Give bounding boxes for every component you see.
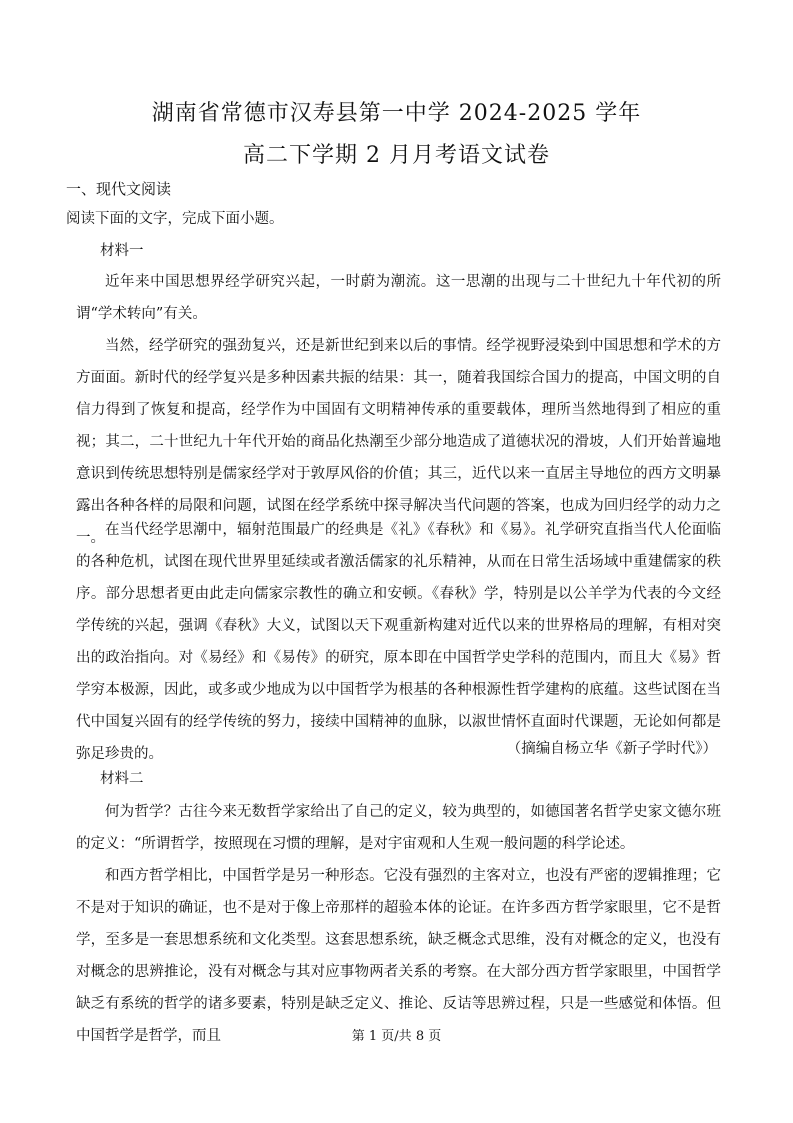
section-heading: 一、现代文阅读: [66, 180, 172, 198]
material2-label: 材料二: [100, 771, 144, 787]
material2-paragraph: 何为哲学？古往今来无数哲学家给出了自己的定义，较为典型的，如德国著名哲学史家文德尔班的定义：“所谓哲学，按照现在习惯的理解，是对宇宙观和人生观一般问题的科学论述。: [76, 804, 721, 852]
material2-paragraph: 和西方哲学相比，中国哲学是另一种形态。它没有强烈的主客对立，也没有严密的逻辑推理；它不是对于知识的确证，也不是对于像上帝那样的超验本体的论证。在许多西方哲学家眼里，它不是哲学，至多是一套思想系统和文化类型。这套思想系统，缺乏概念式思维，没有对概念的定义，也没有对概念的思辨推论，没有对概念与其对应事物两者关系的考察。在大部分西方哲学家眼里，中国哲学缺乏有系统的哲学的诸多要素，特别是缺乏定义、推论、反诘等思辨过程，只是一些感觉和体悟。但中国哲学是哲学，而且: [76, 868, 721, 1044]
reading-instruction: 阅读下面的文字，完成下面小题。: [66, 211, 284, 227]
material1-paragraph: 在当代经学思潮中，辐射范围最广的经典是《礼》《春秋》和《易》。礼学研究直指当代人伦面临的各种危机，试图在现代世界里延续或者激活儒家的礼乐精神，从而在日常生活场域中重建儒家的秩序。部分思想者更由此走向儒家宗教性的确立和安顿。《春秋》学，特别是以公羊学为代表的今文经学传统的兴起，强调《春秋》大义，试图以天下观重新构建对近代以来的世界格局的理解，有相对突出的政治指向。对《易经》和《易传》的研究，原本即在中国哲学史学科的范围内，而且大《易》哲学穷本极源，因此，或多或少地成为以中国哲学为根基的各种根源性哲学建构的底蕴。这些试图在当代中国复兴固有的经学传统的努力，接续中国精神的血脉，以淑世情怀直面时代课题，无论如何都是弥足珍贵的。: [76, 522, 721, 762]
document-title-line1: 湖南省常德市汉寿县第一中学 2024-2025 学年: [151, 101, 642, 126]
material1-paragraph: 近年来中国思想界经学研究兴起，一时蔚为潮流。这一思潮的出现与二十世纪九十年代初的所谓“学术转向”有关。: [76, 274, 721, 322]
document-title-line2: 高二下学期 2 月月考语文试卷: [243, 143, 550, 168]
material1-source: （摘编自杨立华《新子学时代》）: [506, 741, 717, 757]
material1-label: 材料一: [100, 243, 144, 259]
page-footer: 第 1 页/共 8 页: [351, 1029, 442, 1044]
material1-paragraph: 当然，经学研究的强劲复兴，还是新世纪到来以后的事情。经学视野浸染到中国思想和学术的方方面面。新时代的经学复兴是多种因素共振的结果：其一，随着我国综合国力的提高，中国文明的自信力得到了恢复和提高，经学作为中国固有文明精神传承的重要载体，理所当然地得到了相应的重视；其二，二十世纪九十年代开始的商品化热潮至少部分地造成了道德状况的滑坡，人们开始普遍地意识到传统思想特别是儒家经学对于敦厚风俗的价值；其三，近代以来一直居主导地位的西方文明暴露出各种各样的局限和问题，试图在经学系统中探寻解决当代问题的答案，也成为回归经学的动力之一。: [76, 338, 721, 546]
